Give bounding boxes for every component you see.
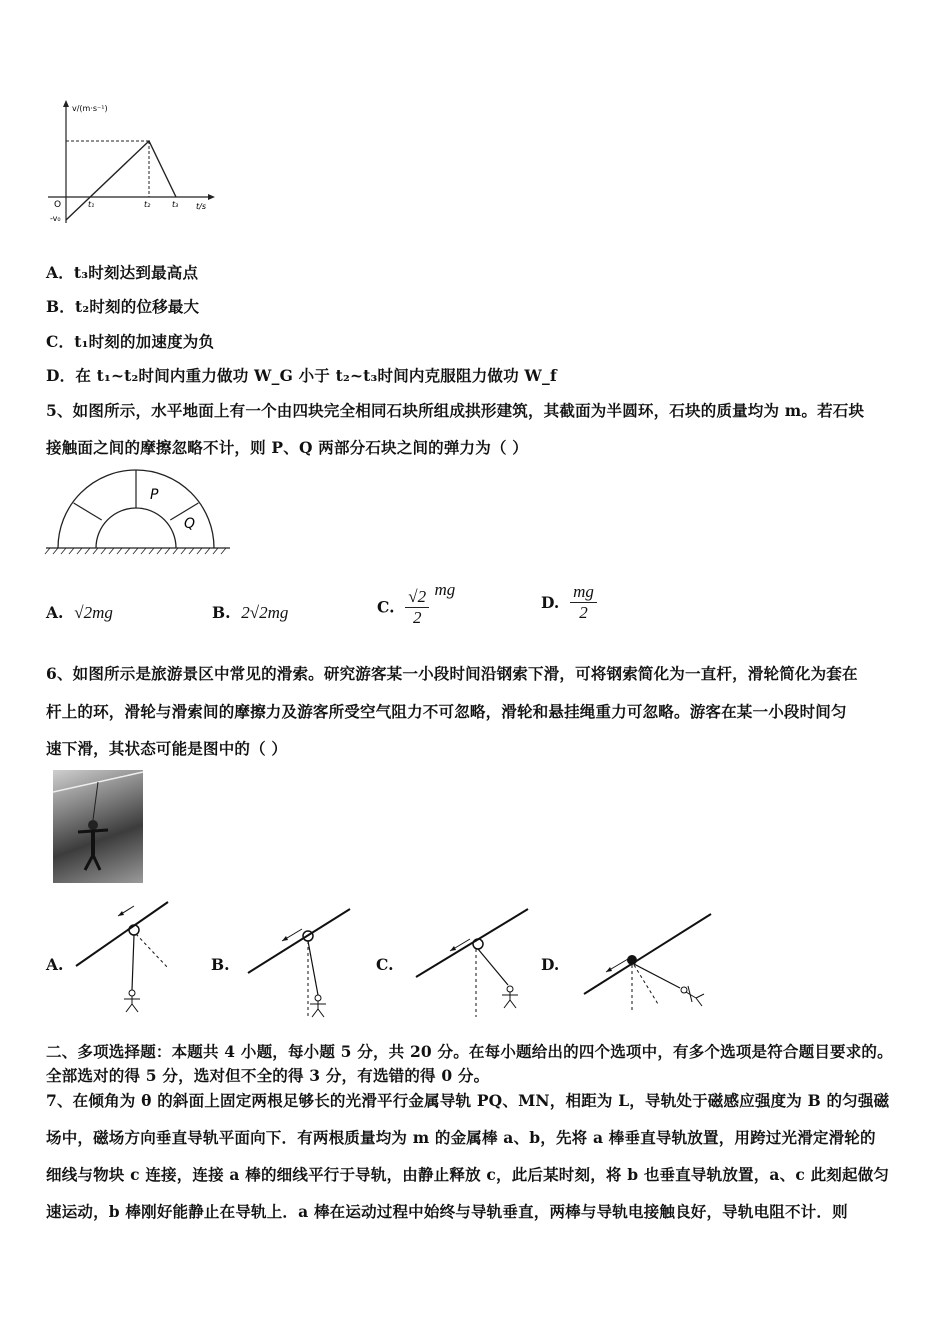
- q6-option-d-label: D.: [541, 955, 560, 974]
- zipline-photo: [53, 770, 143, 883]
- q7-line-3: 细线与物块 c 连接，连接 a 棒的细线平行于导轨，由静止释放 c，此后某时刻，将 b 也垂直导轨放置，a、c 此刻起做匀: [46, 1165, 890, 1184]
- y-axis-label: v/(m·s⁻¹): [72, 104, 108, 113]
- q7-line-4: 速运动，b 棒刚好能静止在导轨上．a 棒在运动过程中始终与导轨垂直，两棒与导轨电接触良好，导轨电阻不计．则: [46, 1202, 848, 1221]
- q6-option-b-label: B.: [211, 955, 230, 974]
- t3-label: t₃: [172, 200, 179, 209]
- q5-option-d: D. $\frac{mg}{2}$: [541, 582, 597, 623]
- q6-line-3: 速下滑，其状态可能是图中的（ ）: [46, 739, 288, 758]
- section2-line-2: 全部选对的得 5 分，选对但不全的得 3 分，有选错的得 0 分。: [46, 1066, 490, 1085]
- q6-option-a-label: A.: [46, 955, 64, 974]
- velocity-time-graph: [40, 95, 220, 230]
- q6-diagram-a: [72, 898, 172, 1018]
- q7-line-1: 7、在倾角为 θ 的斜面上固定两根足够长的光滑平行金属导轨 PQ、MN，相距为 L，导轨处于磁感应强度为 B 的匀强磁: [46, 1091, 890, 1110]
- q5-option-a: A. √2mg: [46, 603, 113, 622]
- q4-option-c: C．t₁时刻的加速度为负: [46, 332, 215, 351]
- q4-option-a: A．t₃时刻达到最高点: [46, 263, 199, 282]
- arch-diagram: [44, 466, 234, 556]
- t2-label: t₂: [144, 200, 151, 209]
- x-axis-label: t/s: [196, 202, 206, 211]
- q6-line-2: 杆上的环，滑轮与滑索间的摩擦力及游客所受空气阻力不可忽略，滑轮和悬挂绳重力可忽略。游客在某一小段时间匀: [46, 702, 847, 721]
- q5-line-2: 接触面之间的摩擦忽略不计，则 P、Q 两部分石块之间的弹力为（ ）: [46, 438, 528, 457]
- neg-v0-label: -v₀: [50, 214, 61, 223]
- q6-option-c-label: C.: [376, 955, 394, 974]
- q6-diagram-c: [412, 905, 532, 1020]
- q5-option-b: B. 2√2mg: [212, 603, 289, 622]
- q4-option-d: D．在 t₁~t₂时间内重力做功 W_G 小于 t₂~t₃时间内克服阻力做功 W_f: [46, 366, 557, 385]
- q6-line-1: 6、如图所示是旅游景区中常见的滑索。研究游客某一小段时间沿钢索下滑，可将钢索简化为一直杆，滑轮简化为套在: [46, 664, 858, 683]
- q4-option-b: B．t₂时刻的位移最大: [46, 297, 200, 316]
- t1-label: t₁: [88, 200, 95, 209]
- section2-line-1: 二、多项选择题：本题共 4 小题，每小题 5 分，共 20 分。在每小题给出的四个选项中，有多个选项是符合题目要求的。: [46, 1042, 893, 1061]
- q6-diagram-d: [580, 910, 715, 1020]
- origin-label: O: [54, 200, 62, 210]
- label-p: P: [150, 487, 159, 503]
- label-q: Q: [184, 516, 196, 532]
- q6-diagram-b: [244, 905, 354, 1020]
- q5-option-c: C. $\frac{√2}{2}$ mg: [377, 580, 456, 627]
- q5-line-1: 5、如图所示，水平地面上有一个由四块完全相同石块所组成拱形建筑，其截面为半圆环，石块的质量均为 m。若石块: [46, 401, 865, 420]
- q7-line-2: 场中，磁场方向垂直导轨平面向下．有两根质量均为 m 的金属棒 a、b，先将 a 棒垂直导轨放置，用跨过光滑定滑轮的: [46, 1128, 876, 1147]
